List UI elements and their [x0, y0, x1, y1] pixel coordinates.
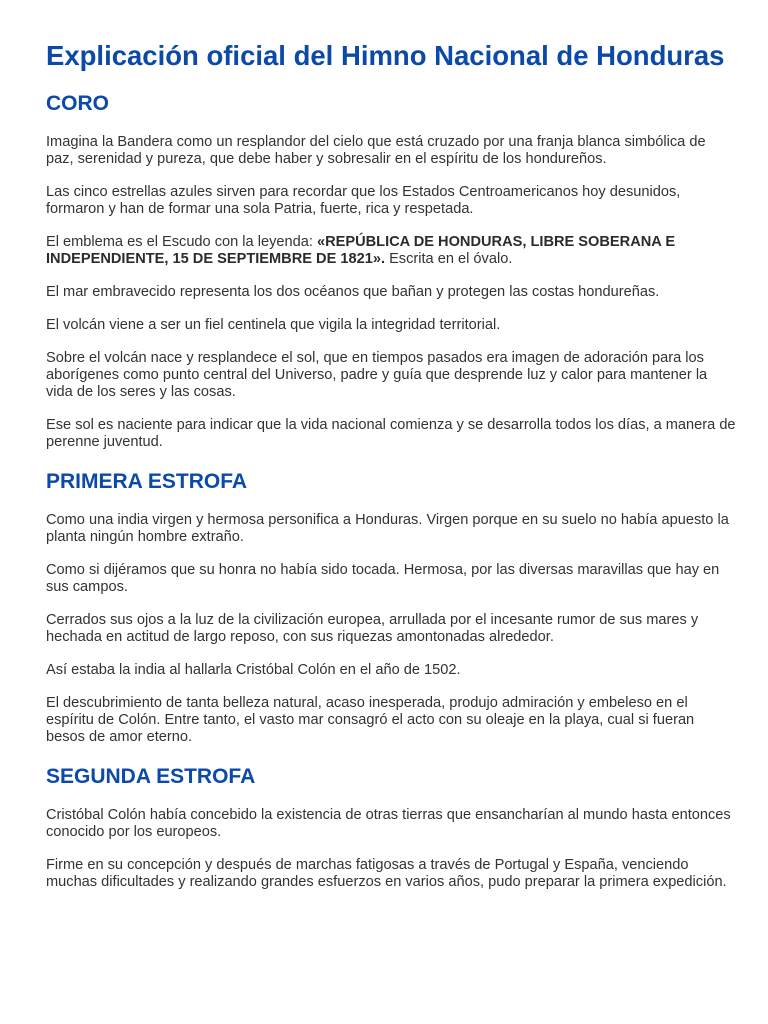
paragraph: Como si dijéramos que su honra no había sido tocada. Hermosa, por las diversas maravillas que hay en sus campos. — [46, 562, 720, 595]
paragraph: Firme en su concepción y después de marchas fatigosas a través de Portugal y España, venciendo muchas dificultades y realizando grandes esfuerzos en varios años, pudo preparar la primera expedición. — [46, 857, 727, 890]
section-heading-coro: CORO — [46, 92, 109, 115]
escudo-legend: «REPÚBLICA DE HONDURAS, LIBRE SOBERANA E INDEPENDIENTE, 15 DE SEPTIEMBRE DE 1821». — [46, 234, 676, 267]
paragraph: Sobre el volcán nace y resplandece el sol, que en tiempos pasados era imagen de adoración para los aborígenes como punto central del Universo, padre y guía que desprende luz y calor para mantener la vida de los seres y las cosas. — [46, 350, 708, 400]
paragraph: El mar embravecido representa los dos océanos que bañan y protegen las costas hondureñas. — [46, 284, 660, 300]
paragraph: Imagina la Bandera como un resplandor del cielo que está cruzado por una franja blanca simbólica de paz, serenidad y pureza, que debe haber y sobresalir en el espíritu de los hondureños. — [46, 134, 706, 167]
paragraph-text: Escrita en el óvalo. — [385, 251, 513, 267]
paragraph-text: El emblema es el Escudo con la leyenda: — [46, 234, 317, 250]
section-heading-segunda-estrofa: SEGUNDA ESTROFA — [46, 765, 256, 788]
paragraph: Cristóbal Colón había concebido la existencia de otras tierras que ensancharían al mundo hasta entonces conocido por los europeos. — [46, 807, 731, 840]
paragraph: Cerrados sus ojos a la luz de la civilización europea, arrullada por el incesante rumor de sus mares y hechada en actitud de largo reposo, con sus riquezas amontonadas alrededor. — [46, 612, 699, 645]
paragraph: Así estaba la india al hallarla Cristóbal Colón en el año de 1502. — [46, 662, 461, 678]
document-page — [46, 40, 736, 891]
section-heading-primera-estrofa: PRIMERA ESTROFA — [46, 470, 248, 493]
paragraph: Las cinco estrellas azules sirven para recordar que los Estados Centroamericanos hoy desunidos, formaron y han de formar una sola Patria, fuerte, rica y respetada. — [46, 184, 681, 217]
paragraph-emblema — [46, 234, 736, 268]
paragraph: Ese sol es naciente para indicar que la vida nacional comienza y se desarrolla todos los días, a manera de perenne juventud. — [46, 417, 736, 450]
page-title: Explicación oficial del Himno Nacional de Honduras — [46, 40, 725, 71]
paragraph: El volcán viene a ser un fiel centinela que vigila la integridad territorial. — [46, 317, 501, 333]
paragraph: Como una india virgen y hermosa personifica a Honduras. Virgen porque en su suelo no había apuesto la planta ningún hombre extraño. — [46, 512, 729, 545]
paragraph: El descubrimiento de tanta belleza natural, acaso inesperada, produjo admiración y embeleso en el espíritu de Colón. Entre tanto, el vasto mar consagró el acto con su oleaje en la playa, cual si fueran besos de amor eterno. — [46, 695, 695, 745]
